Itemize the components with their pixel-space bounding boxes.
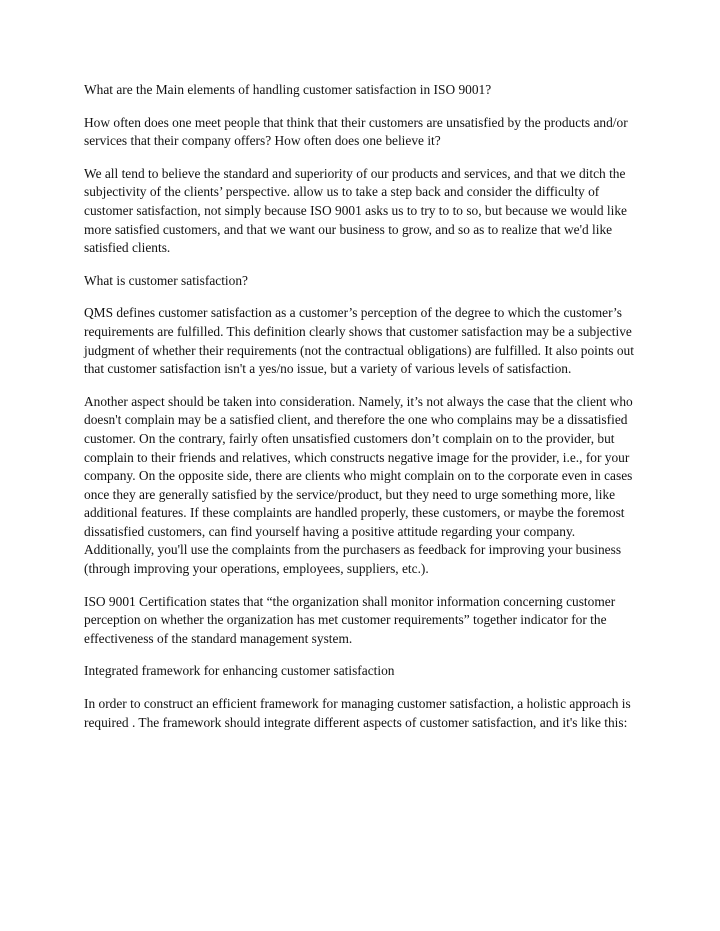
section-heading: Integrated framework for enhancing customer satisfaction [84,663,395,679]
definition-paragraph: QMS defines customer satisfaction as a customer’s perception of the degree to which the customer’s requirements are fulfilled. This definition clearly shows that customer satisfaction may be a subjective judgment of whether their requirements (not the contractual obligations) are fulfilled. It also points out that customer satisfaction isn't a yes/no issue, but a variety of various levels of satisfaction. [84,305,634,377]
intro-paragraph: How often does one meet people that think that their customers are unsatisfied by the products and/or services that their company offers? How often does one believe it? [84,114,628,149]
certification-paragraph: ISO 9001 Certification states that “the organization shall monitor information concerning customer perception on whether the organization has met customer requirements” together indicator for the effectiveness of the standard management system. [84,593,616,646]
closing-paragraph: In order to construct an efficient framework for managing customer satisfaction, a holistic approach is required . The framework should integrate different aspects of customer satisfaction, and it's like this: [84,696,631,730]
body-paragraph: Another aspect should be taken into consideration. Namely, it’s not always the case that the client who doesn't complain may be a satisfied client, and therefore the one who complains may be a dissatisfied customer. On the contrary, fairly often unsatisfied customers don’t complain on to the provider, but complain to their friends and relatives, which constructs negative image for the provider, i.e., for your company. On the opposite side, there are clients who might complain on to the corporate even in cases once they are generally satisfied by the service/product, but they need to urge something more, like additional features. If these complaints are handled properly, these customers, or maybe the foremost dissatisfied customers, can find yourself having a positive attitude regarding your company. Additionally, you'll use the complaints from the purchasers as feedback for improving your business (through improving your operations, employees, suppliers, etc.). [84,393,633,577]
question-heading: What are the Main elements of handling customer satisfaction in ISO 9001? [84,82,492,97]
document-page [84,81,636,746]
section-heading: What is customer satisfaction? [84,272,248,288]
body-paragraph: We all tend to believe the standard and superiority of our products and services, and that we ditch the subjectivity of the clients’ perspective. allow us to take a step back and consider the difficulty of customer satisfaction, not simply because ISO 9001 asks us to try to to so, but because we would like more satisfied customers, and that we want our business to grow, and so as to realize that we'd like satisfied clients. [84,165,627,256]
